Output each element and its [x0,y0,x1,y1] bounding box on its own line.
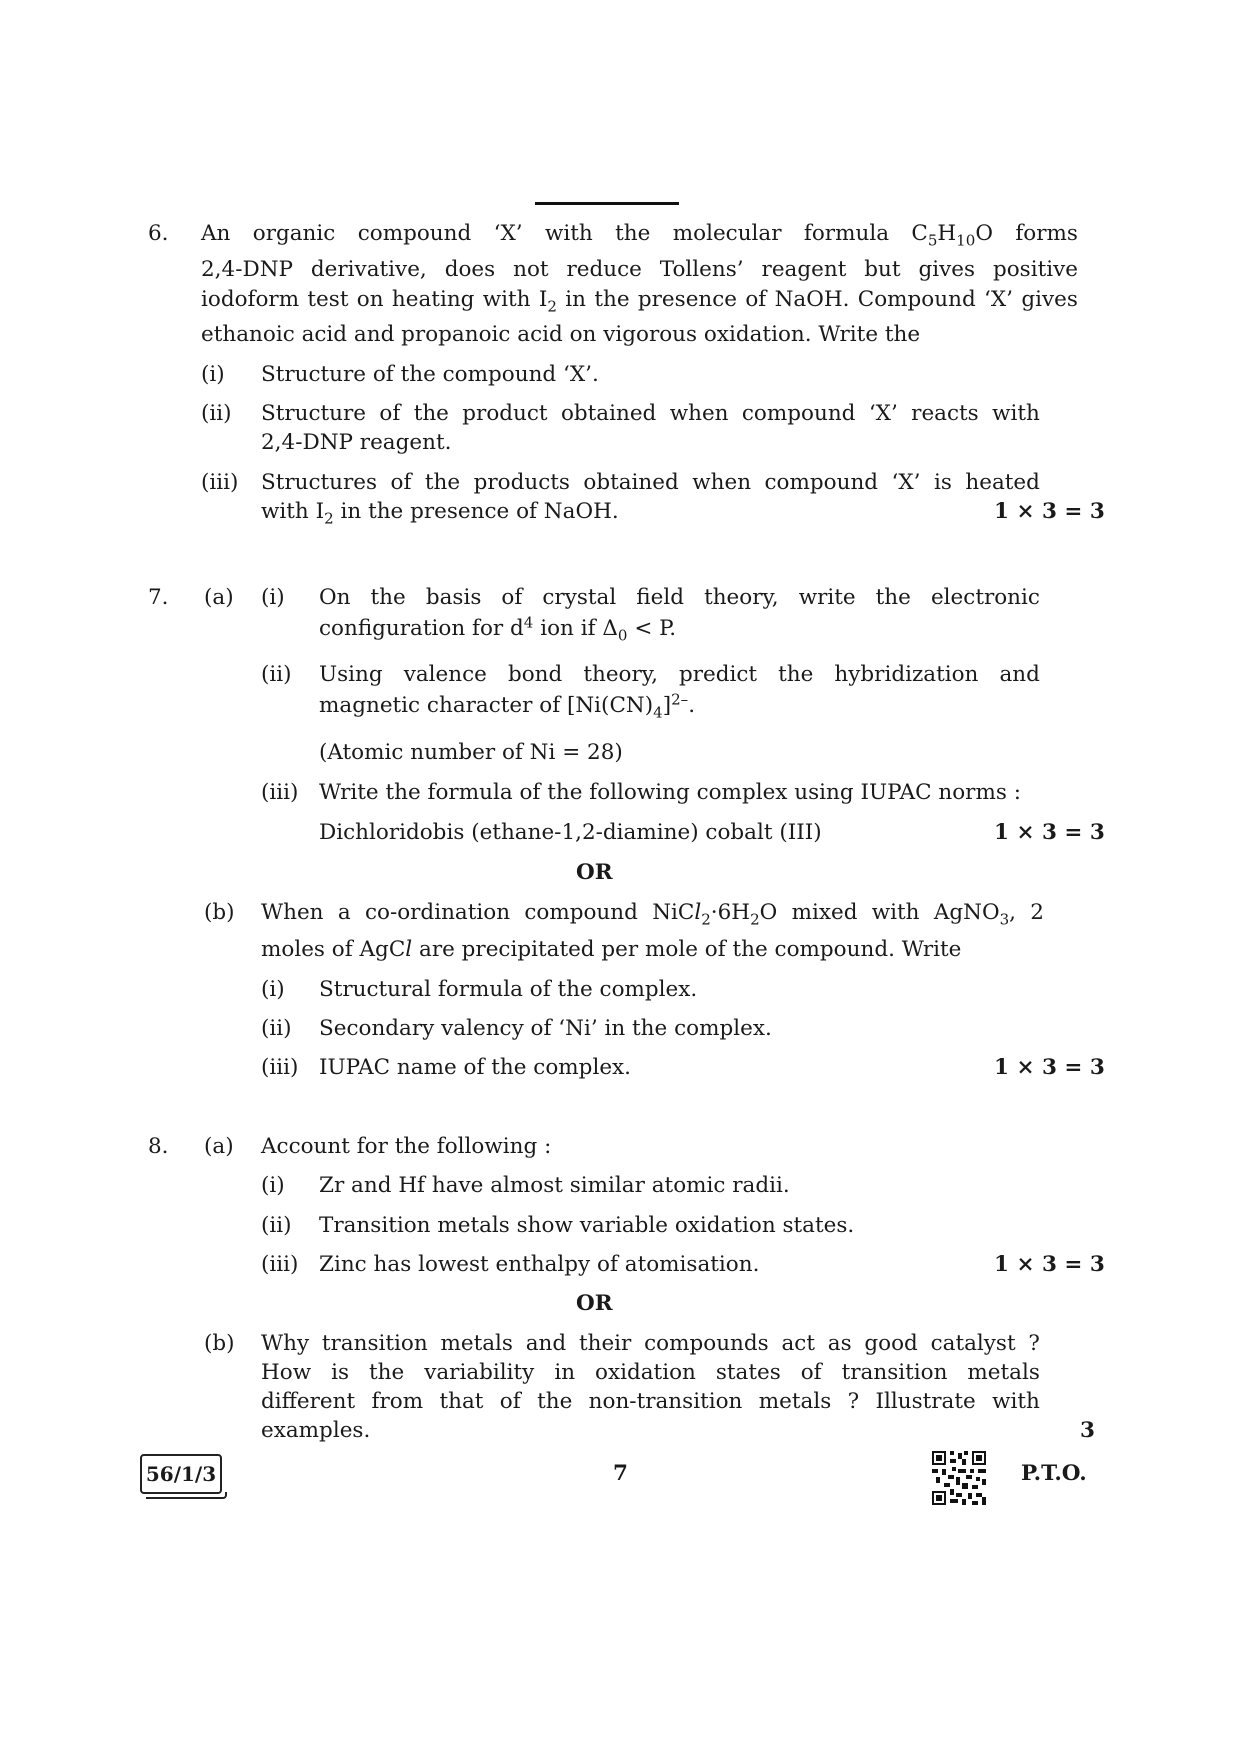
q6-ii-line-1 [261,401,1040,426]
word: test [307,287,349,312]
q8-a-iii-label: (iii) [261,1252,299,1277]
word: forms [1015,221,1078,246]
word: reacts [911,401,979,426]
word: theory, [583,662,658,687]
word: with [482,287,531,312]
word: iodoform [201,287,300,312]
word: with [992,401,1040,426]
q8-a-ii-label: (ii) [261,1213,292,1238]
q6-number: 6. [148,221,169,246]
word: field [636,585,684,610]
word: compound [524,900,638,925]
q7-b-line-1 [261,900,1044,929]
q7-a-ii-label: (ii) [261,662,292,687]
word: gives [1021,287,1078,312]
q7-b-i-label: (i) [261,977,285,1002]
word: organic [252,221,336,246]
word: reduce [566,257,642,282]
word: their [578,1331,632,1356]
q7-a-marks: 1 × 3 = 3 [994,820,1105,845]
word: compound [764,470,879,495]
header-rule [535,202,679,205]
q7-b-ii-text: Secondary valency of ‘Ni’ in the complex. [319,1016,772,1041]
word: but [864,257,901,282]
q8-or: OR [576,1291,613,1316]
word: metals [758,1389,832,1414]
word: as [827,1331,852,1356]
q6-line-1 [201,221,1078,250]
word: the [537,1389,573,1414]
word: non-transition [588,1389,743,1414]
q7-b-iii-text: IUPAC name of the complex. [319,1055,632,1080]
q8-b-marks: 3 [1080,1418,1095,1443]
word: molecular [672,221,782,246]
word: and [525,1331,567,1356]
word: from [371,1389,424,1414]
q7-b-ii-label: (ii) [261,1016,292,1041]
word: basis [425,585,482,610]
q6-iii-label: (iii) [201,470,239,495]
q7-a-ii-line-2: magnetic character of $[Ni(CN)_4]^{2-}$. [319,690,696,722]
word: presence [637,287,738,312]
word: compounds [644,1331,769,1356]
paper-code: 56/1/3 [140,1454,222,1494]
word: act [781,1331,815,1356]
word: oxidation [595,1360,696,1385]
word: AgNO$_3$, [933,900,1016,929]
word: bond [507,662,563,687]
word: with [992,1389,1040,1414]
word: ‘X’ [493,221,523,246]
word: catalyst [930,1331,1016,1356]
word: when [692,470,752,495]
q7-number: 7. [148,585,169,610]
word: mixed [791,900,858,925]
q6-i-label: (i) [201,362,225,387]
word: states [715,1360,781,1385]
word: of [379,401,401,426]
word: valence [403,662,487,687]
word: obtained [583,470,679,495]
word: does [444,257,496,282]
word: positive [992,257,1078,282]
word: and [999,662,1040,687]
q6-line-4: ethanoic acid and propanoic acid on vigorous oxidation. Write the [201,322,921,347]
q7-a-ii-line-1 [319,662,1040,687]
q6-marks: 1 × 3 = 3 [994,499,1105,524]
q8-a-i-text: Zr and Hf have almost similar atomic radii. [319,1173,790,1198]
word: variability [424,1360,535,1385]
word: formula [803,221,890,246]
q7-a-iii-line-2: Dichloridobis (ethane-1,2-diamine) cobalt (III) [319,820,822,845]
word: Tollens’ [659,257,744,282]
word: Structures [261,470,378,495]
word: with [544,221,593,246]
word: write [798,585,856,610]
word: electronic [930,585,1040,610]
q8-a-iii-text: Zinc has lowest enthalpy of atomisation. [319,1252,760,1277]
word: reagent [761,257,847,282]
word: An [201,221,231,246]
q8-a-label: (a) [204,1134,234,1159]
word: $I_2$ [538,287,557,316]
word: NaOH. [774,287,850,312]
word: derivative, [310,257,427,282]
word: of [800,1360,822,1385]
q7-a-i-label: (i) [261,585,285,610]
q8-a-marks: 1 × 3 = 3 [994,1252,1105,1277]
word: ‘X’ [868,401,898,426]
word: $NiCl_2\cdot 6H_2O$ [652,900,778,929]
word: heated [965,470,1040,495]
word: transition [841,1360,948,1385]
word: the [615,221,651,246]
word: the [369,1360,405,1385]
word: transition [321,1331,428,1356]
q6-line-3 [201,287,1078,316]
word: in [565,287,587,312]
q8-a-text: Account for the following : [261,1134,552,1159]
q8-b-line-1 [261,1331,1040,1356]
q7-a-i-line-1 [319,585,1040,610]
word: ? [847,1389,860,1414]
word: theory, [704,585,779,610]
word: Why [261,1331,310,1356]
word: 2 [1030,900,1044,925]
q7-b-i-text: Structural formula of the complex. [319,977,698,1002]
q8-b-line-3 [261,1389,1040,1414]
word: the [875,585,911,610]
word: gives [918,257,976,282]
q7-a-label: (a) [204,585,234,610]
q7-b-iii-label: (iii) [261,1055,299,1080]
q7-b-marks: 1 × 3 = 3 [994,1055,1105,1080]
q6-i-text: Structure of the compound ‘X’. [261,362,599,387]
q7-b-line-2: moles of AgCl are precipitated per mole of the compound. Write [261,937,962,962]
word: with [871,900,920,925]
q6-line-2 [201,257,1078,282]
word: metals [967,1360,1040,1385]
word: Compound [857,287,976,312]
word: obtained [560,401,657,426]
q6-ii-label: (ii) [201,401,232,426]
word: of [390,470,412,495]
word: good [864,1331,918,1356]
word: of [745,287,767,312]
q8-b-line-2 [261,1360,1040,1385]
q7-b-label: (b) [204,900,235,925]
word: product [462,401,548,426]
word: heating [391,287,475,312]
q7-a-ii-note: (Atomic number of Ni = 28) [319,740,623,765]
pto-label: P.T.O. [1021,1461,1087,1486]
q7-or: OR [576,860,613,885]
word: metals [440,1331,513,1356]
word: ‘X’ [984,287,1014,312]
word: ‘X’ [891,470,921,495]
word: is [933,470,952,495]
word: on [356,287,384,312]
q7-a-iii-line-1: Write the formula of the following complex using IUPAC norms : [319,780,1021,805]
q8-a-ii-text: Transition metals show variable oxidation states. [319,1213,855,1238]
q6-iii-line-2: with $I_2$ in the presence of NaOH. [261,499,619,528]
word: predict [678,662,758,687]
word: hybridization [834,662,979,687]
q7-a-iii-label: (iii) [261,780,299,805]
word: compound [357,221,472,246]
q8-a-i-label: (i) [261,1173,285,1198]
word: products [473,470,570,495]
word: the [594,287,630,312]
word: when [669,401,729,426]
page-number: 7 [613,1461,628,1486]
word: is [331,1360,350,1385]
q6-ii-line-2: 2,4-DNP reagent. [261,430,452,455]
word: Using [319,662,383,687]
q8-b-label: (b) [204,1331,235,1356]
word: not [513,257,549,282]
word: Structure [261,401,367,426]
word: the [778,662,814,687]
word: the [413,401,449,426]
word: in [554,1360,576,1385]
qr-code-icon [932,1451,986,1505]
q7-a-i-line-2: configuration for $d^4$ ion if $\Delta_0 < P$. [319,613,677,645]
word: On [319,585,351,610]
word: $C_5H_{10}O$ [911,221,993,250]
word: 2,4-DNP [201,257,293,282]
word: crystal [542,585,617,610]
word: of [499,1389,521,1414]
word: When [261,900,324,925]
word: different [261,1389,356,1414]
word: ? [1028,1331,1040,1356]
word: co-ordination [364,900,511,925]
word: the [424,470,461,495]
q6-iii-line-1 [261,470,1040,495]
q8-number: 8. [148,1134,169,1159]
word: How [261,1360,312,1385]
word: of [501,585,523,610]
word: Illustrate [875,1389,976,1414]
word: that [439,1389,484,1414]
word: compound [741,401,856,426]
word: a [337,900,351,925]
q8-b-line-4: examples. [261,1418,371,1443]
word: the [370,585,406,610]
